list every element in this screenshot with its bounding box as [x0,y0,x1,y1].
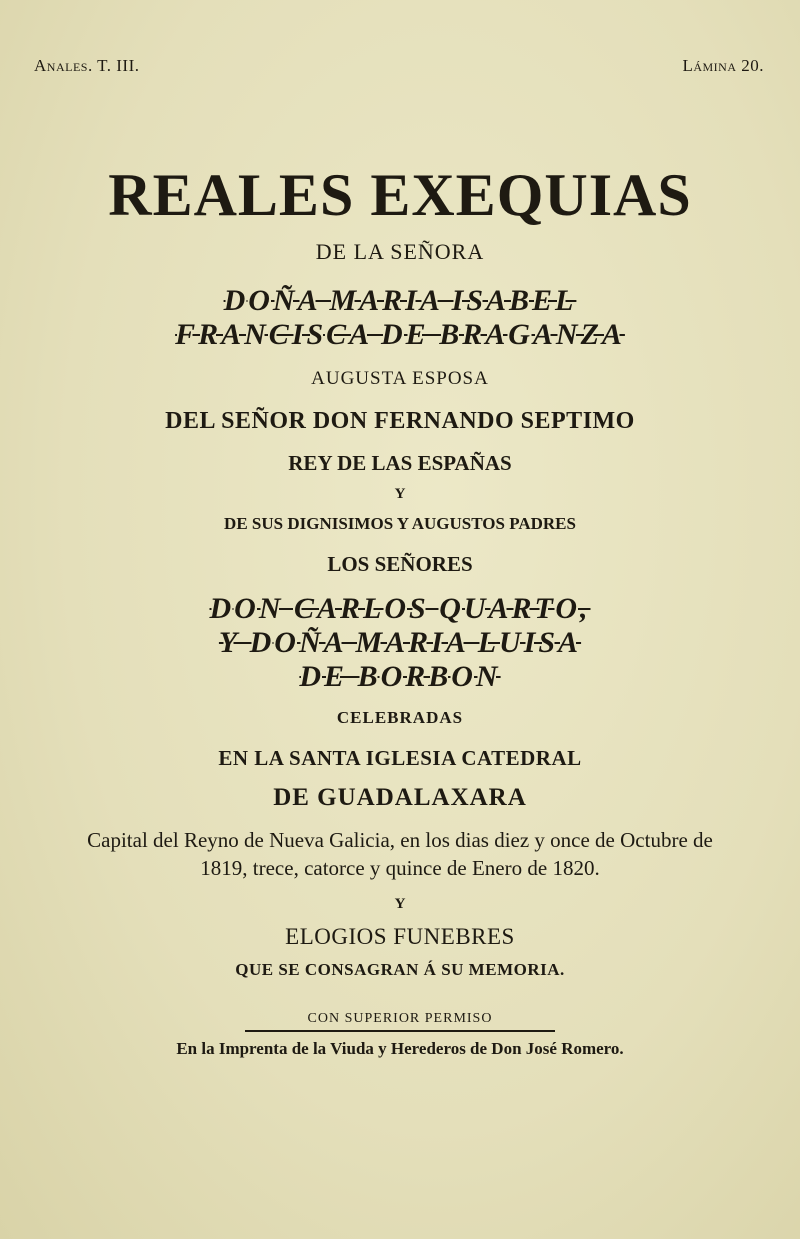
running-head-right: Lámina 20. [682,56,764,75]
running-head [34,56,764,80]
rey-line: REY DE LAS ESPAÑAS [288,451,512,475]
celebradas-line: CELEBRADAS [336,708,464,727]
iglesia-line: EN LA SANTA IGLESIA CATEDRAL [218,746,582,770]
dates-paragraph: Capital del Reyno de Nueva Galicia, en los dias diez y once de Octubre de 1819, trece, catorce y quince de Enero de 1820. [87,828,713,880]
permiso-line: CON SUPERIOR PERMISO [307,1011,493,1026]
los-senores-line: LOS SEÑORES [327,552,473,576]
running-head-left: Anales. T. III. [34,56,140,75]
consagran-line: QUE SE CONSAGRAN Á SU MEMORIA. [235,960,565,979]
guadalaxara-line: DE GUADALAXARA [273,784,527,811]
main-title: REALES EXEQUIAS [108,162,692,228]
queen-name-line-2: FRANCISCA DE BRAGANZA [175,318,625,351]
elogios-line: ELOGIOS FUNEBRES [285,924,515,949]
conjunction-y-2: Y [394,896,406,912]
de-la-senora-line: DE LA SEÑORA [315,239,485,264]
imprint-rule [245,1030,555,1032]
title-page-block [0,160,800,1060]
parents-name-line-3: DE BORBON [299,660,501,693]
parents-name-line-2: Y DOÑA MARIA LUISA [218,626,582,659]
queen-name-line-1: DOÑA MARIA ISABEL [223,284,577,317]
parents-name-line-1: DON CARLOS QUARTO, [209,592,591,625]
king-line: DEL SEÑOR DON FERNANDO SEPTIMO [165,408,635,434]
padres-line: DE SUS DIGNISIMOS Y AUGUSTOS PADRES [224,514,576,533]
augusta-esposa-line: AUGUSTA ESPOSA [311,368,489,389]
conjunction-y-1: Y [394,486,406,502]
imprint-line: En la Imprenta de la Viuda y Herederos de Don José Romero. [176,1039,624,1058]
